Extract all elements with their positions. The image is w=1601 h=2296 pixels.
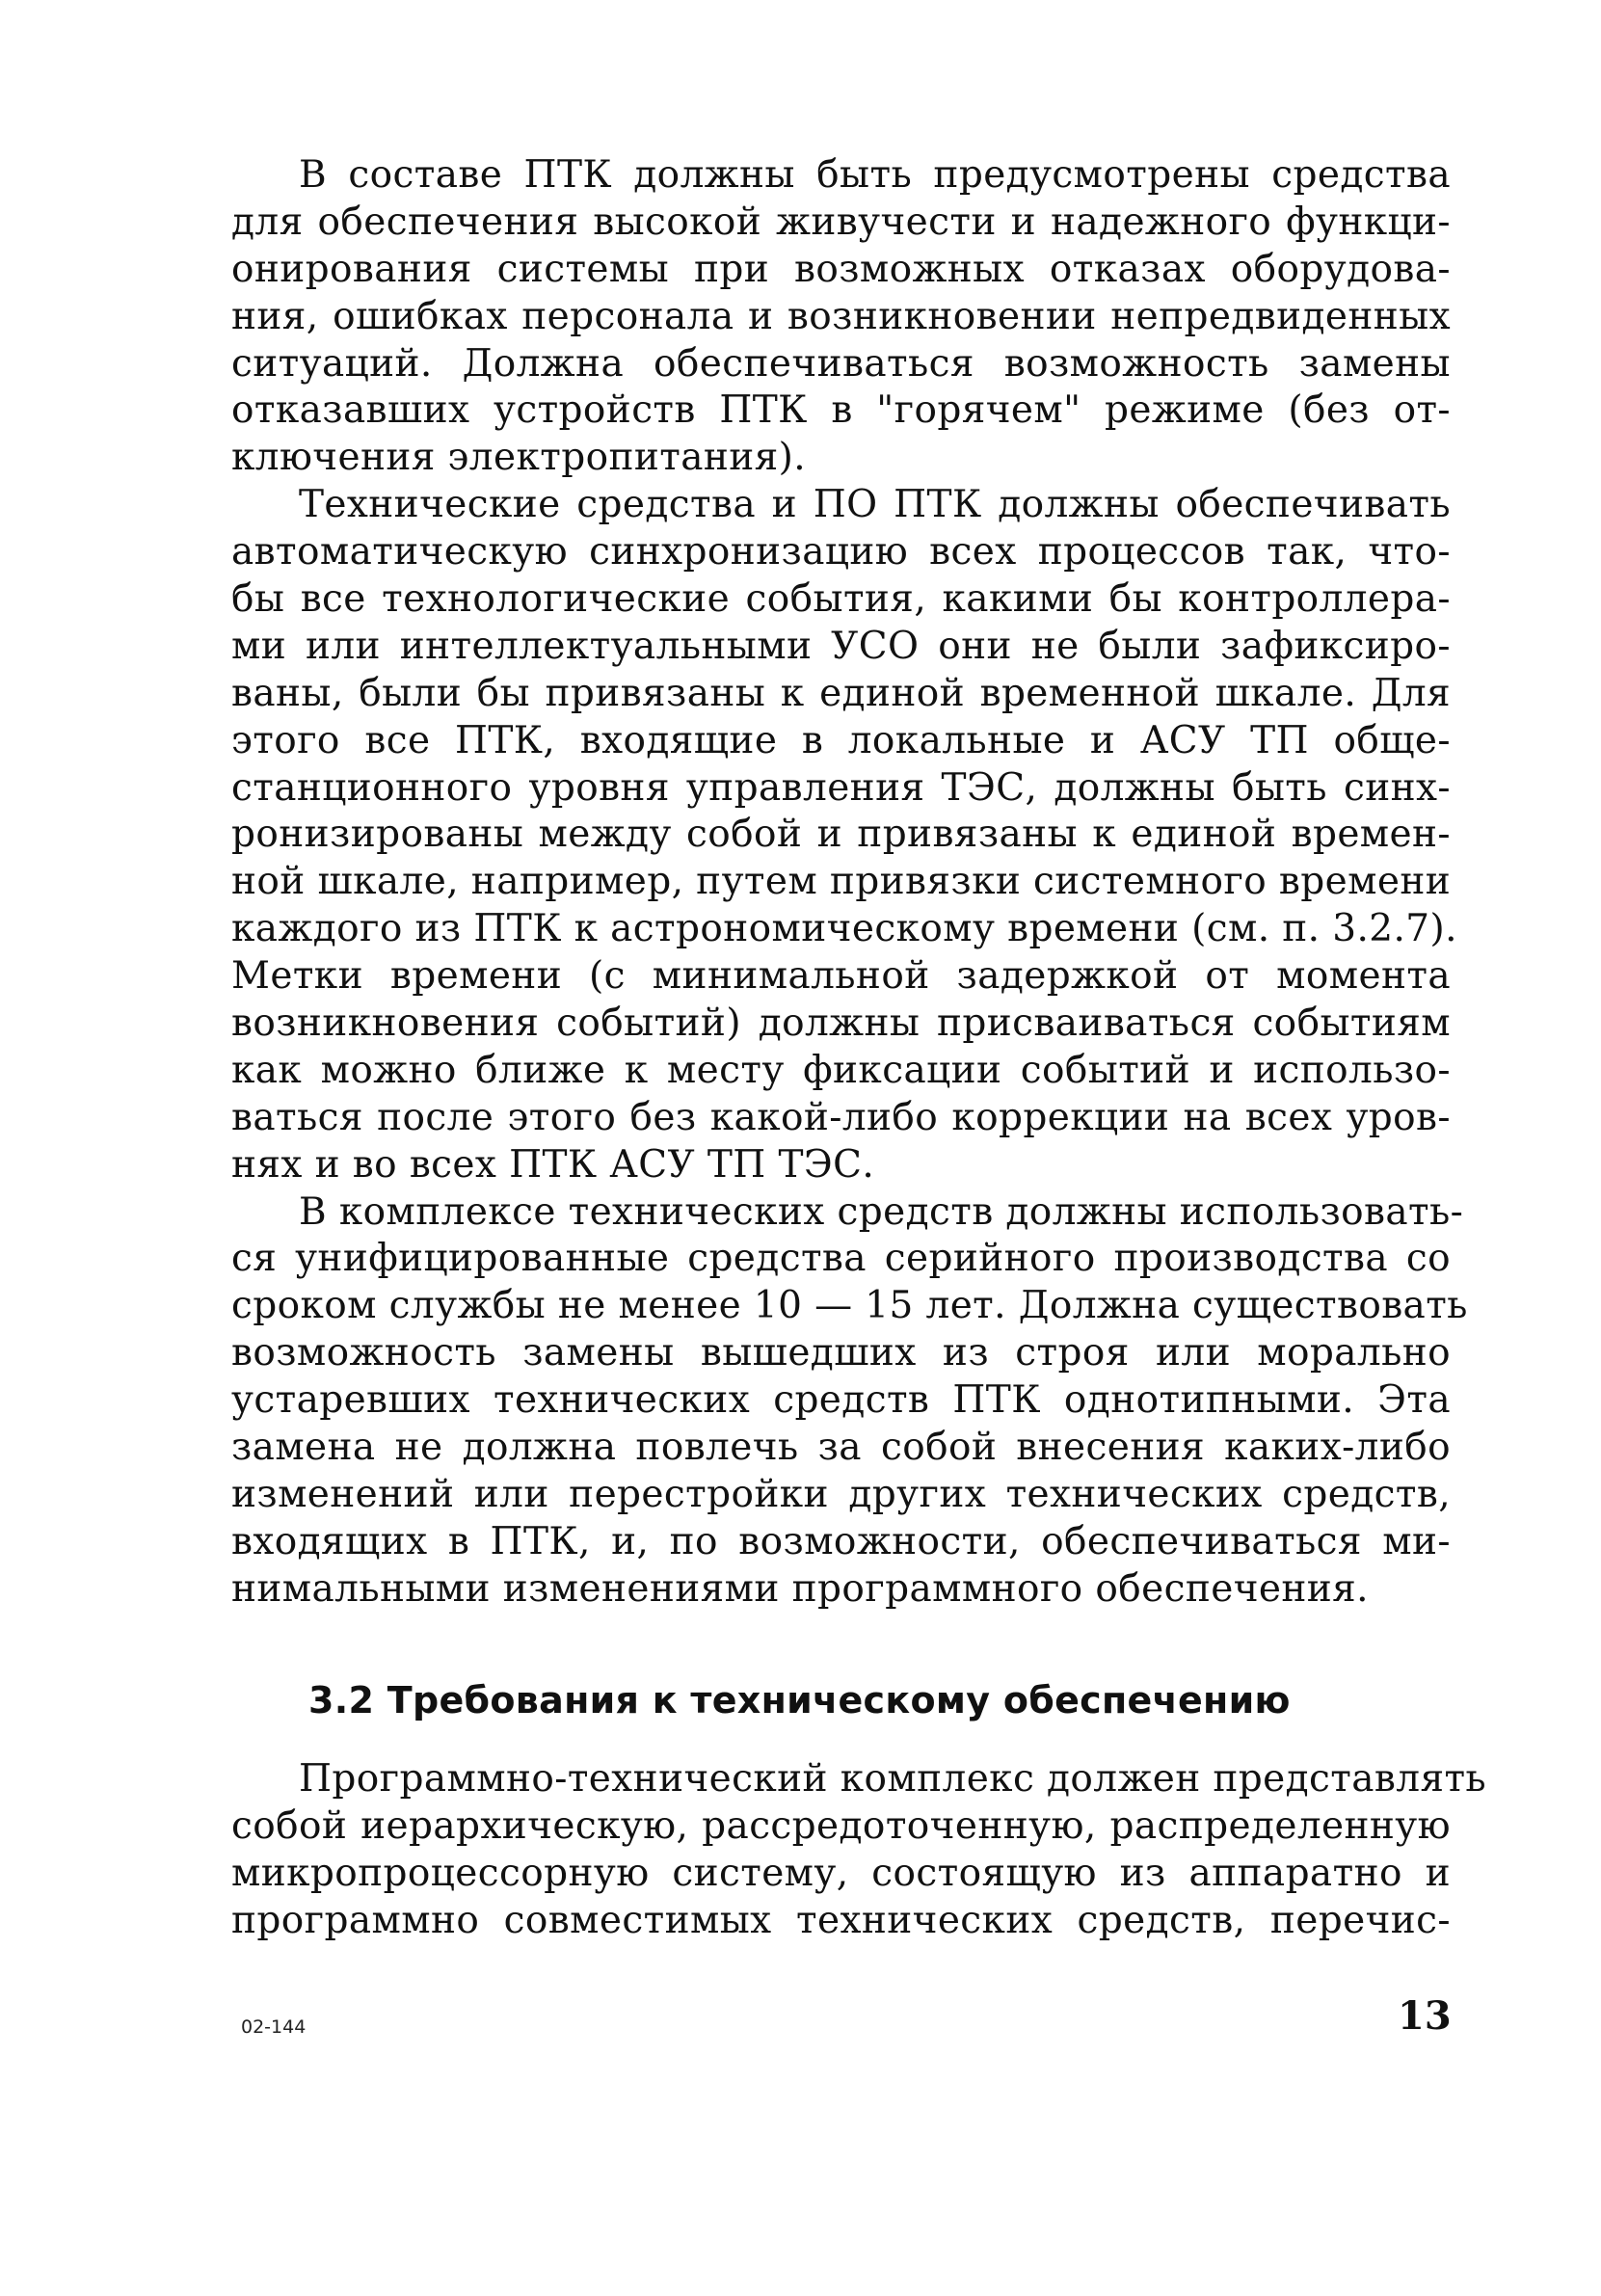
text-line: станционного уровня управления ТЭС, должны быть синх-	[231, 765, 1451, 810]
text-line: онирования системы при возможных отказах оборудова-	[231, 247, 1451, 291]
text-line: Метки времени (с минимальной задержкой от момента	[231, 954, 1451, 999]
text-line: ваться после этого без какой-либо коррекции на всех уров-	[231, 1095, 1451, 1139]
text-line: ся унифицированные средства серийного производства со	[231, 1237, 1451, 1281]
body-text-top	[231, 152, 1468, 1614]
text-line: отказавших устройств ПТК в "горячем" режиме (без от-	[231, 388, 1451, 433]
text-line: нимальными изменениями программного обеспечения.	[231, 1566, 1369, 1611]
text-line: ключения электропитания).	[231, 436, 807, 480]
paragraph-4	[231, 1756, 1487, 1945]
text-line: ваны, были бы привязаны к единой временной шкале. Для	[231, 671, 1451, 715]
text-line: собой иерархическую, рассредоточенную, распределенную	[231, 1803, 1451, 1848]
text-line: нях и во всех ПТК АСУ ТП ТЭС.	[231, 1142, 875, 1187]
text-line: Технические средства и ПО ПТК должны обеспечивать	[299, 483, 1451, 527]
text-line: ми или интеллектуальными УСО они не были зафиксиро-	[231, 624, 1451, 668]
paragraph-3	[231, 1189, 1468, 1614]
text-line: ронизированы между собой и привязаны к единой времен-	[231, 813, 1451, 857]
document-code: 02-144	[241, 2016, 307, 2038]
text-line: В комплексе технических средств должны использовать-	[299, 1189, 1464, 1234]
text-line: микропроцессорную систему, состоящую из аппаратно и	[231, 1851, 1451, 1895]
text-line: этого все ПТК, входящие в локальные и АСУ ТП обще-	[231, 718, 1451, 762]
text-line: сроком службы не менее 10 — 15 лет. Должна существовать	[231, 1284, 1468, 1328]
text-line: ситуаций. Должна обеспечиваться возможность замены	[231, 341, 1451, 386]
text-line: устаревших технических средств ПТК однотипными. Эта	[231, 1378, 1451, 1423]
text-line: Программно-технический комплекс должен представлять	[299, 1757, 1487, 1801]
paragraph-2	[231, 482, 1457, 1188]
paragraph-1	[231, 152, 1451, 482]
text-line: программно совместимых технических средств, перечис-	[231, 1898, 1451, 1942]
text-line: В составе ПТК должны быть предусмотрены средства	[299, 153, 1451, 197]
text-line: ния, ошибках персонала и возникновении непредвиденных	[231, 294, 1451, 338]
text-line: возможность замены вышедших из строя или морально	[231, 1331, 1451, 1375]
text-line: как можно ближе к месту фиксации событий и использо-	[231, 1048, 1451, 1092]
text-line: автоматическую синхронизацию всех процессов так, что-	[231, 530, 1451, 574]
text-line: каждого из ПТК к астрономическому времени (см. п. 3.2.7).	[231, 907, 1457, 951]
text-line: замена не должна повлечь за собой внесения каких-либо	[231, 1426, 1451, 1470]
text-line: возникновения событий) должны присваиваться событиям	[231, 1001, 1451, 1046]
text-line: ной шкале, например, путем привязки системного времени	[231, 860, 1452, 904]
page-number: 13	[1398, 1993, 1452, 2039]
body-text-bottom	[231, 1756, 1487, 1945]
text-line: входящих в ПТК, и, по возможности, обеспечиваться ми-	[231, 1519, 1451, 1563]
text-line: для обеспечения высокой живучести и надежного функци-	[231, 200, 1451, 244]
section-heading: 3.2 Требования к техническому обеспечению	[308, 1679, 1291, 1722]
text-line: изменений или перестройки других технических средств,	[231, 1472, 1451, 1516]
text-line: бы все технологические события, какими бы контроллера-	[231, 577, 1451, 622]
